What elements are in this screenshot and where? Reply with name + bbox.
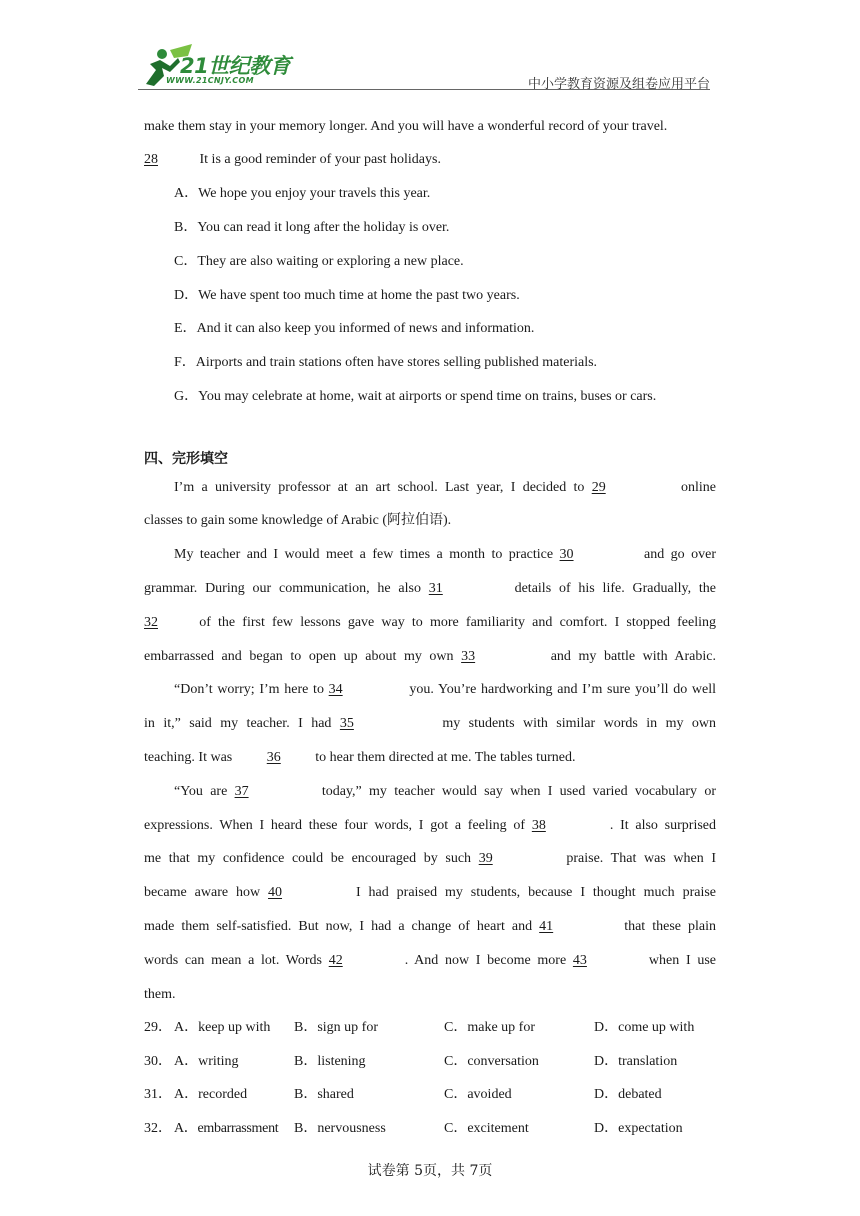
blank-34: 34 xyxy=(328,682,343,697)
cloze-line: 32 of the first few lessons gave way to more familiarity and comfort. I stopped feeling xyxy=(144,613,716,633)
option-e: E．And it can also keep you informed of news and information. xyxy=(174,321,535,336)
choice: C．conversation xyxy=(444,1054,539,1069)
choice: D．come up with xyxy=(594,1020,695,1035)
cloze-line: My teacher and I would meet a few times a month to practice 30 and go over xyxy=(144,545,716,565)
choice: C．make up for xyxy=(444,1020,535,1035)
choice: C．avoided xyxy=(444,1087,512,1102)
cloze-line: words can mean a lot. Words 42 . And now I become more 43 when I use xyxy=(144,951,716,971)
passage-line: make them stay in your memory longer. And you will have a wonderful record of your travel. xyxy=(144,119,668,134)
choice: A．embarrassment xyxy=(174,1121,279,1136)
logo-url: WWW.21CNJY.COM xyxy=(166,76,254,85)
page-footer: 试卷第 5页，共 7页 xyxy=(367,1163,493,1179)
cloze-line: me that my confidence could be encouraged by such 39 praise. That was when I xyxy=(144,849,716,869)
choice: A．keep up with xyxy=(174,1020,271,1035)
choice: D．translation xyxy=(594,1054,678,1069)
blank-36: 36 xyxy=(266,750,281,765)
logo-text: 21世纪教育 xyxy=(180,54,291,78)
cloze-line: expressions. When I heard these four words, I got a feeling of 38 . It also surprised xyxy=(144,816,716,836)
blank-28: 28 xyxy=(144,152,158,167)
choice: B．listening xyxy=(294,1054,366,1069)
blank-43: 43 xyxy=(572,953,587,968)
choice: A．writing xyxy=(174,1054,239,1069)
passage-line xyxy=(144,150,716,170)
cloze-line: became aware how 40 I had praised my students, because I thought much praise xyxy=(144,883,716,903)
page-header xyxy=(138,40,710,90)
choice: B．shared xyxy=(294,1087,354,1102)
header-divider xyxy=(138,89,710,90)
blank-29: 29 xyxy=(591,480,606,495)
option-b: B．You can read it long after the holiday is over. xyxy=(174,220,450,235)
choice: D．debated xyxy=(594,1087,662,1102)
blank-33: 33 xyxy=(461,649,476,664)
cloze-line: “Don’t worry; I’m here to 34 you. You’re hardworking and I’m sure you’ll do well xyxy=(144,680,716,700)
choice: D．expectation xyxy=(594,1121,683,1136)
cloze-line: I’m a university professor at an art school. Last year, I decided to 29 online xyxy=(144,478,716,498)
cloze-line: made them self-satisfied. But now, I had a change of heart and 41 that these plain xyxy=(144,917,716,937)
blank-42: 42 xyxy=(328,953,343,968)
cloze-line: “You are 37 today,” my teacher would say when I used varied vocabulary or xyxy=(144,782,716,802)
blank-35: 35 xyxy=(339,716,354,731)
cloze-line: embarrassed and began to open up about my own 33 and my battle with Arabic. xyxy=(144,647,716,667)
choice: C．excitement xyxy=(444,1121,529,1136)
option-a: A．We hope you enjoy your travels this year. xyxy=(174,186,431,201)
choice: B．nervousness xyxy=(294,1121,386,1136)
option-g: G．You may celebrate at home, wait at airports or spend time on trains, buses or cars. xyxy=(174,389,657,404)
blank-30: 30 xyxy=(559,547,574,562)
cloze-line: them. xyxy=(144,987,176,1002)
blank-31: 31 xyxy=(428,581,443,596)
option-f: F．Airports and train stations often have stores selling published materials. xyxy=(174,355,598,370)
passage-text: It is a good reminder of your past holidays. xyxy=(199,152,441,167)
blank-40: 40 xyxy=(268,885,283,900)
cloze-line: teaching. It was 36 to hear them directed at me. The tables turned. xyxy=(144,748,716,768)
choice: A．recorded xyxy=(174,1087,248,1102)
section-title: 四、完形填空 xyxy=(144,451,228,467)
blank-38: 38 xyxy=(531,818,546,833)
platform-name: 中小学教育资源及组卷应用平台 xyxy=(527,77,710,92)
cloze-line: grammar. During our communication, he also 31 details of his life. Gradually, the xyxy=(144,579,716,599)
option-d: D．We have spent too much time at home the past two years. xyxy=(174,288,520,303)
blank-39: 39 xyxy=(478,851,493,866)
choice: B．sign up for xyxy=(294,1020,378,1035)
cloze-line: classes to gain some knowledge of Arabic (阿拉伯语). xyxy=(144,513,452,528)
blank-37: 37 xyxy=(234,784,249,799)
blank-41: 41 xyxy=(539,919,554,934)
cloze-line: in it,” said my teacher. I had 35 my students with similar words in my own xyxy=(144,714,716,734)
option-c: C．They are also waiting or exploring a new place. xyxy=(174,254,464,269)
blank-32: 32 xyxy=(144,615,158,630)
